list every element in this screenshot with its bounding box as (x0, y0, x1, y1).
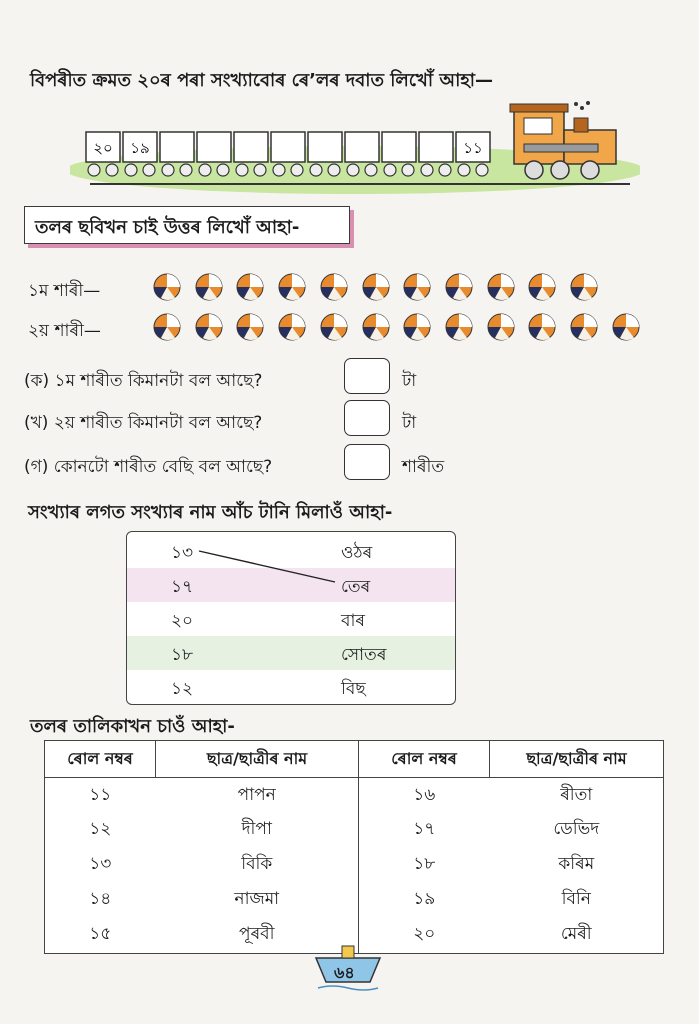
table-row (45, 778, 664, 814)
page-number: ৬৪ (334, 963, 355, 982)
train-car-number: ১১ (463, 139, 483, 157)
ball-icon (361, 312, 391, 342)
ball-icon (569, 272, 599, 302)
ball-icon (444, 312, 474, 342)
ball-icon (402, 272, 432, 302)
answer-box-ka[interactable] (344, 358, 390, 394)
student-name-cell: নাজমা (234, 889, 280, 910)
ball-icon (194, 312, 224, 342)
roll-number-cell: ১৪ (89, 889, 112, 910)
roll-number-cell: ১৬ (359, 778, 490, 814)
wheel-icon (402, 164, 414, 176)
roll-number-cell: ১৩ (89, 854, 112, 875)
ball-icon (194, 272, 224, 302)
ball-icon (527, 312, 557, 342)
question-kha: (খ) ২য় শাৰীত কিমানটা বল আছে? (24, 413, 263, 433)
ball-icon (361, 272, 391, 302)
header-roll-1: ৰোল নম্বৰ (45, 741, 156, 778)
wheel-icon (384, 164, 396, 176)
train-car-box[interactable] (419, 132, 453, 162)
wheel-icon (328, 164, 340, 176)
row2-label: ২য় শাৰী— (28, 321, 101, 341)
wheel-icon (421, 164, 433, 176)
ball-icon (277, 272, 307, 302)
student-name-cell: ডেভিদ (553, 819, 600, 840)
roll-number-cell: ১৮ (359, 848, 490, 883)
student-name-cell: পূৰবী (239, 924, 275, 945)
wheel-icon (347, 164, 359, 176)
wheel-icon (106, 164, 118, 176)
header-roll-2: ৰোল নম্বৰ (359, 741, 490, 778)
wheel-icon (254, 164, 266, 176)
student-name-cell: মেৰী (560, 924, 592, 945)
ball-icon (486, 312, 516, 342)
match-number: ১৮ (171, 645, 194, 665)
wheel-icon (439, 164, 451, 176)
ball-icon (611, 312, 641, 342)
train-illustration (70, 100, 640, 196)
ball-icon (486, 272, 516, 302)
wheel-icon (143, 164, 155, 176)
match-word[interactable]: ওঠৰ (341, 543, 373, 563)
wheel-icon (125, 164, 137, 176)
roll-number-cell: ২০ (359, 918, 490, 954)
wheel-icon (291, 164, 303, 176)
header-name-2: ছাত্ৰ/ছাত্ৰীৰ নাম (490, 741, 664, 778)
wheel-icon (199, 164, 211, 176)
ball-icon (402, 312, 432, 342)
wheel-icon (180, 164, 192, 176)
ball-icon (152, 312, 182, 342)
table-row (45, 813, 664, 848)
ball-icon (319, 272, 349, 302)
roll-number-cell: ১৫ (89, 924, 112, 945)
roll-number-cell: ১৭ (359, 813, 490, 848)
answer-box-ga[interactable] (344, 444, 390, 480)
match-word[interactable]: তেৰ (341, 577, 371, 597)
ball-icon (444, 272, 474, 302)
wheel-icon (162, 164, 174, 176)
question-ka: (ক) ১ম শাৰীত কিমানটা বল আছে? (24, 371, 263, 391)
unit-ka: টা (402, 371, 417, 391)
unit-kha: টা (402, 413, 417, 433)
train-car-box[interactable] (382, 132, 416, 162)
roll-number-cell: ১১ (89, 784, 112, 805)
wheel-icon (365, 164, 377, 176)
ball-icon (235, 272, 265, 302)
train-car-box[interactable] (308, 132, 342, 162)
train-car-box[interactable] (197, 132, 231, 162)
wheel-icon (476, 164, 488, 176)
table-instruction: তলৰ তালিকাখন চাওঁ আহা- (30, 716, 235, 737)
train-car-number: ১৯ (130, 139, 150, 157)
table-row (45, 848, 664, 883)
ball-icon (319, 312, 349, 342)
match-word[interactable]: সোতৰ (341, 645, 387, 665)
wheel-icon (458, 164, 470, 176)
example-match-line (127, 532, 455, 704)
train-car-box[interactable] (271, 132, 305, 162)
train-car-box[interactable] (345, 132, 379, 162)
match-number: ১৭ (171, 577, 194, 597)
student-name-cell: ৰীতা (560, 784, 593, 805)
matching-box (126, 531, 456, 705)
match-number: ১৩ (171, 543, 194, 563)
question-ga: (গ) কোনটো শাৰীত বেছি বল আছে? (24, 457, 273, 477)
roll-table (44, 740, 664, 954)
student-name-cell: বিনি (561, 889, 591, 910)
train-car-box[interactable] (234, 132, 268, 162)
table-row (45, 883, 664, 918)
train-car-box[interactable] (160, 132, 194, 162)
match-number: ১২ (171, 679, 194, 699)
wheel-icon (310, 164, 322, 176)
unit-ga: শাৰীত (402, 457, 445, 477)
student-name-cell: দীপা (241, 819, 272, 840)
answer-box-kha[interactable] (344, 400, 390, 436)
match-word[interactable]: বিছ (341, 679, 366, 699)
wheel-icon (217, 164, 229, 176)
train-car-number: ২০ (93, 139, 113, 157)
ball-icon (152, 272, 182, 302)
table-header-row (45, 741, 664, 778)
wheel-icon (88, 164, 100, 176)
ball-icon (569, 312, 599, 342)
roll-number-cell: ১৯ (359, 883, 490, 918)
header-name-1: ছাত্ৰ/ছাত্ৰীৰ নাম (156, 741, 359, 778)
ball-icon (527, 272, 557, 302)
row1-label: ১ম শাৰী— (28, 281, 101, 301)
wheel-icon (273, 164, 285, 176)
matching-instruction: সংখ্যাৰ লগত সংখ্যাৰ নাম আঁচ টানি মিলাওঁ আহা- (28, 502, 393, 523)
student-name-cell: কৰিম (558, 854, 595, 875)
match-word[interactable]: বাৰ (341, 611, 365, 631)
ball-icon (277, 312, 307, 342)
wheel-icon (236, 164, 248, 176)
student-name-cell: পাপন (237, 784, 276, 805)
student-name-cell: বিকি (241, 854, 273, 875)
train-instruction: বিপৰীত ক্ৰমত ২০ৰ পৰা সংখ্যাবোৰ ৰে’লৰ দবাত লিখোঁ আহা— (30, 70, 494, 91)
roll-number-cell: ১২ (89, 819, 112, 840)
match-number: ২০ (171, 611, 194, 631)
ball-icon (235, 312, 265, 342)
picture-question-heading: তলৰ ছবিখন চাই উত্তৰ লিখোঁ আহা- (24, 206, 350, 244)
